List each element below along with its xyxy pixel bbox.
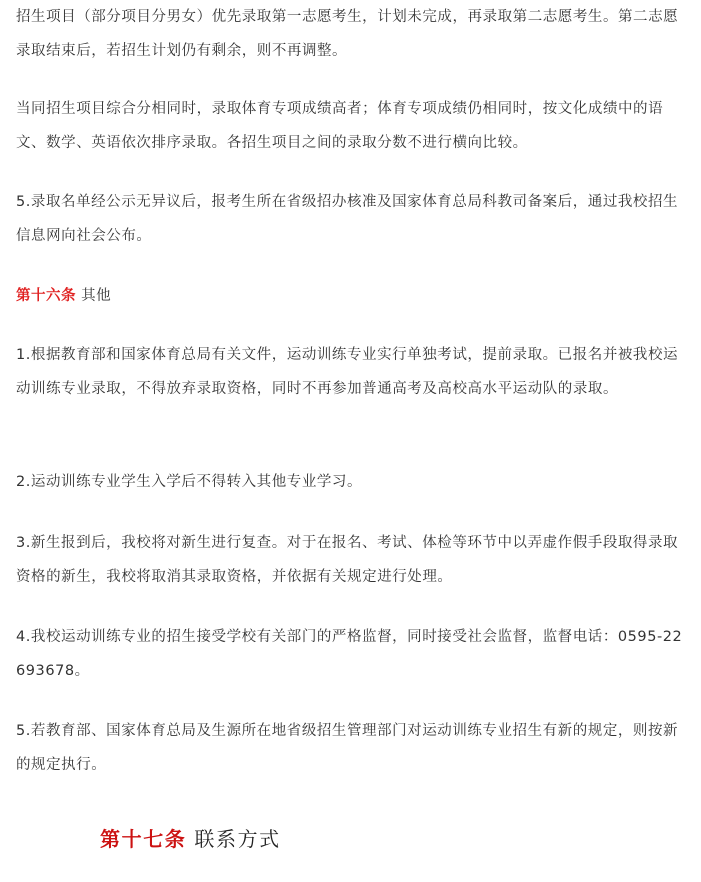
publication-paragraph: 5.录取名单经公示无异议后，报考生所在省级招办核准及国家体育总局科教司备案后，通过我校招生信息网向社会公布。 xyxy=(16,194,679,244)
section-16-item-4: 4.我校运动训练专业的招生接受学校有关部门的严格监督，同时接受社会监督，监督电话：0595-22693678。 xyxy=(16,629,683,679)
admission-priority-paragraph: 招生项目（部分项目分男女）优先录取第一志愿考生，计划未完成，再录取第二志愿考生。第二志愿录取结束后，若招生计划仍有剩余，则不再调整。 xyxy=(16,9,679,59)
section-16-label: 第十六条 xyxy=(16,288,76,304)
section-16-item-1: 1.根据教育部和国家体育总局有关文件，运动训练专业实行单独考试，提前录取。已报名并被我校运动训练专业录取，不得放弃录取资格，同时不再参加普通高考及高校高水平运动队的录取。 xyxy=(16,347,679,397)
section-16-heading xyxy=(16,279,111,313)
section-16-item-5: 5.若教育部、国家体育总局及生源所在地省级招生管理部门对运动训练专业招生有新的规定，则按新的规定执行。 xyxy=(16,723,679,773)
tie-break-paragraph: 当同招生项目综合分相同时，录取体育专项成绩高者；体育专项成绩仍相同时，按文化成绩中的语文、数学、英语依次排序录取。各招生项目之间的录取分数不进行横向比较。 xyxy=(16,101,664,151)
section-17-title: 联系方式 xyxy=(194,827,281,851)
section-17-label: 第十七条 xyxy=(100,827,187,851)
section-17-heading xyxy=(100,822,281,856)
section-16-item-3: 3.新生报到后，我校将对新生进行复查。对于在报名、考试、体检等环节中以弄虚作假手段取得录取资格的新生，我校将取消其录取资格，并依据有关规定进行处理。 xyxy=(16,535,679,585)
section-16-title: 其他 xyxy=(81,288,112,304)
section-16-item-2: 2.运动训练专业学生入学后不得转入其他专业学习。 xyxy=(16,474,363,490)
